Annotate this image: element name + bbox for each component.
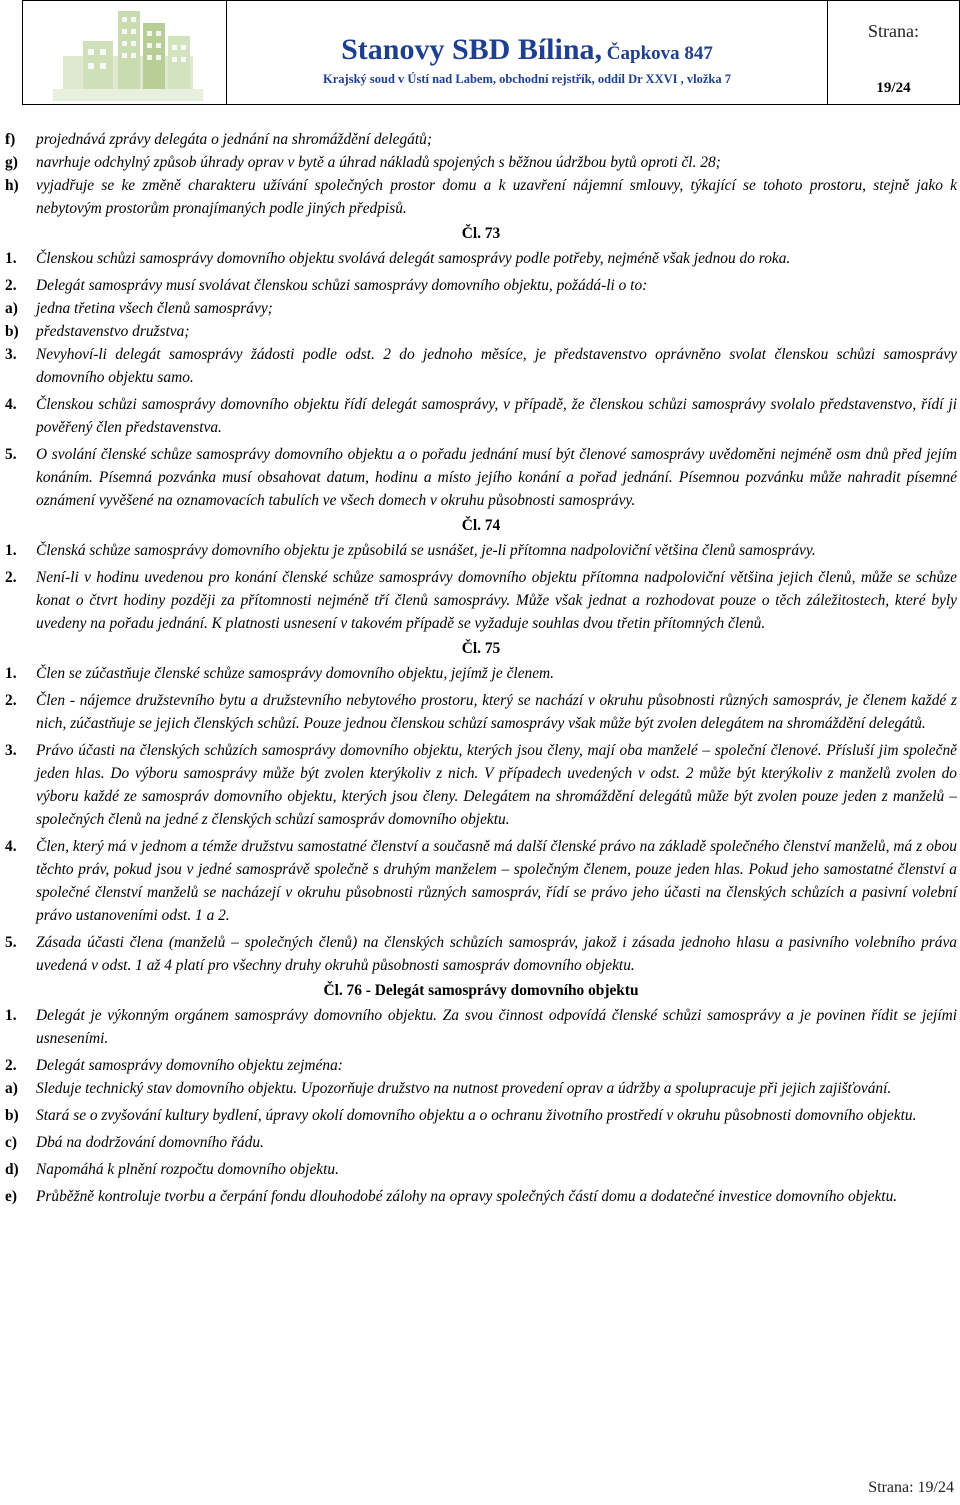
paragraph-number: 2. <box>5 692 17 709</box>
paragraph-number: 4. <box>5 838 17 855</box>
page-header <box>22 0 960 105</box>
list-item <box>5 297 957 320</box>
paragraph <box>5 1054 957 1077</box>
item-marker: a) <box>5 300 18 317</box>
paragraph-text: Členskou schůzi samosprávy domovního objektu svolává delegát samosprávy podle potřeby, nejméně však jednou do roka. <box>36 250 791 267</box>
paragraph-number: 1. <box>5 542 17 559</box>
item-text: projednává zprávy delegáta o jednání na shromáždění delegátů; <box>36 131 432 148</box>
registry-info: Krajský soud v Ústí nad Labem, obchodní rejstřík, oddíl Dr XXVI , vložka 7 <box>323 72 731 86</box>
paragraph-number: 5. <box>5 934 17 951</box>
paragraph <box>5 739 957 831</box>
paragraph-number: 3. <box>5 346 17 363</box>
paragraph-text: Zásada účasti člena (manželů – společných členů) na členských schůzích samospráv, jakož i zásada jednoho hlasu a pasivního volebního práva uvedená v odst. 1 až 4 platí pro všechny druhy okruhů působnosti samospráv domovního objektu. <box>36 934 957 974</box>
item-marker: b) <box>5 323 19 340</box>
paragraph-number: 1. <box>5 1007 17 1024</box>
paragraph <box>5 931 957 977</box>
paragraph <box>5 274 957 297</box>
paragraph-text: Člen, který má v jednom a témže družstvu samostatné členství a současně má další členské právo na základě společného členství manželů, má z obou těchto práv, pokud jsou v jedné samosprávě společně s druhým manželem – společným členem, pouze jeden hlas. Pokud jeho samostatné členství a společné členství manželů se nacházejí v okruhu působnosti různých samospráv, řídí se právo jeho účasti na členských schůzích a pasivní volební právo ustanoveními odst. 1 a 2. <box>36 838 957 924</box>
org-title <box>227 33 827 67</box>
item-text: Sleduje technický stav domovního objektu. Upozorňuje družstvo na nutnost provedení oprav a údržby a spolupracuje při jejich zajišťování. <box>36 1080 892 1097</box>
list-item <box>5 1131 957 1154</box>
paragraph-text: Člen se zúčastňuje členské schůze samosprávy domovního objektu, jejímž je členem. <box>36 665 555 682</box>
logo <box>23 1 227 104</box>
paragraph-text: Členská schůze samosprávy domovního objektu je způsobilá se usnášet, je-li přítomna nadpoloviční většina členů samosprávy. <box>36 542 816 559</box>
header-title-block <box>227 1 828 104</box>
page-number: 19/24 <box>876 80 911 96</box>
paragraph <box>5 247 957 270</box>
paragraph-text: Nevyhoví-li delegát samosprávy žádosti podle odst. 2 do jednoho měsíce, je představenstvo oprávněno svolat členskou schůzi samosprávy domovního objektu samo. <box>36 346 957 386</box>
paragraph-number: 2. <box>5 569 17 586</box>
paragraph-number: 1. <box>5 250 17 267</box>
item-marker: e) <box>5 1188 17 1205</box>
paragraph-number: 4. <box>5 396 17 413</box>
item-marker: d) <box>5 1161 19 1178</box>
paragraph-number: 2. <box>5 1057 17 1074</box>
list-item <box>5 174 957 220</box>
item-text: navrhuje odchylný způsob úhrady oprav v bytě a úhrad nákladů spojených s běžnou údržbou bytů oproti čl. 28; <box>36 154 721 171</box>
list-item <box>5 1185 957 1208</box>
paragraph-number: 1. <box>5 665 17 682</box>
article-heading: Čl. 76 - Delegát samosprávy domovního objektu <box>323 982 639 999</box>
paragraph <box>5 343 957 389</box>
paragraph-number: 3. <box>5 742 17 759</box>
paragraph-number: 2. <box>5 277 17 294</box>
page-label: Strana: <box>868 21 919 41</box>
article-heading: Čl. 73 <box>461 225 501 242</box>
paragraph-text: Členskou schůzi samosprávy domovního objektu řídí delegát samosprávy, v případě, že členskou schůzi samosprávy svolalo představenstvo, řídí ji pověřený člen představenstva. <box>36 396 957 436</box>
paragraph <box>5 662 957 685</box>
item-marker: c) <box>5 1134 17 1151</box>
page-footer <box>868 1479 954 1497</box>
item-text: Průběžně kontroluje tvorbu a čerpání fondu dlouhodobé zálohy na opravy společných částí domu a dodatečné investice domovního objektu. <box>36 1188 898 1205</box>
item-marker: f) <box>5 131 16 148</box>
item-marker: a) <box>5 1080 18 1097</box>
article-heading: Čl. 75 <box>461 640 501 657</box>
list-item <box>5 1077 957 1100</box>
page-indicator <box>828 1 959 104</box>
paragraph-text: Delegát je výkonným orgánem samosprávy domovního objektu. Za svou činnost odpovídá členské schůzi samosprávy a je povinen řídit se jejími usneseními. <box>36 1007 957 1047</box>
article-heading: Čl. 74 <box>461 517 501 534</box>
paragraph-number: 5. <box>5 446 17 463</box>
paragraph <box>5 443 957 512</box>
item-text: jedna třetina všech členů samosprávy; <box>36 300 273 317</box>
paragraph <box>5 566 957 635</box>
paragraph-text: Delegát samosprávy domovního objektu zejména: <box>36 1057 343 1074</box>
item-marker: h) <box>5 177 19 194</box>
list-item <box>5 320 957 343</box>
footer-page-label: Strana: <box>868 1479 914 1496</box>
list-item <box>5 128 957 151</box>
list-item <box>5 151 957 174</box>
item-text: Napomáhá k plnění rozpočtu domovního objektu. <box>36 1161 339 1178</box>
org-name: Stanovy SBD Bílina, <box>341 33 603 66</box>
item-text: představenstvo družstva; <box>36 323 190 340</box>
org-address: Čapkova 847 <box>602 43 713 64</box>
document-body <box>5 128 957 1208</box>
list-item <box>5 1104 957 1127</box>
paragraph-text: Delegát samosprávy musí svolávat členskou schůzi samosprávy domovního objektu, požádá-li o to: <box>36 277 648 294</box>
building-logo-icon <box>23 1 226 104</box>
paragraph <box>5 1004 957 1050</box>
item-text: vyjadřuje se ke změně charakteru užívání společných prostor domu a k uzavření nájemní smlouvy, týkající se tohoto prostoru, stejně jako k nebytovým prostorům pronajímaných podle jiných předpisů. <box>36 177 957 217</box>
paragraph <box>5 835 957 927</box>
paragraph <box>5 689 957 735</box>
paragraph <box>5 393 957 439</box>
item-marker: b) <box>5 1107 19 1124</box>
footer-page-number: 19/24 <box>917 1479 954 1496</box>
paragraph <box>5 539 957 562</box>
item-marker: g) <box>5 154 18 171</box>
paragraph-text: Právo účasti na členských schůzích samosprávy domovního objektu, kterých jsou členy, mají oba manželé – společní členové. Přísluší jim společně jeden hlas. Do výboru samosprávy může být zvolen kterýkoliv z nich. V případech uvedených v odst. 2 může být kterýkoliv z manželů zvolen do výboru každé ze samospráv domovního objektu, kterých jsou členy. Delegátem na shromáždění delegátů může být zvolen pouze jeden z manželů – společných členů na jedné z členských schůzí samospráv domovního objektu. <box>36 742 957 828</box>
paragraph-text: Není-li v hodinu uvedenou pro konání členské schůze samosprávy domovního objektu přítomna nadpoloviční většina jejich členů, může se schůze konat o čtvrt hodiny později za přítomnosti nejméně tří členů samosprávy. Může však jednat a rozhodovat pouze o těch záležitostech, které byly uvedeny na pořadu jednání. K platnosti usnesení v takovém případě se vyžaduje souhlas dvou třetin přítomných členů. <box>36 569 957 632</box>
item-text: Stará se o zvyšování kultury bydlení, úpravy okolí domovního objektu a o ochranu životního prostředí v okruhu působnosti domovního objektu. <box>36 1107 917 1124</box>
item-text: Dbá na dodržování domovního řádu. <box>36 1134 264 1151</box>
paragraph-text: O svolání členské schůze samosprávy domovního objektu a o pořadu jednání musí být členové samosprávy uvědoměni nejméně osm dnů před jejím konáním. Písemná pozvánka musí obsahovat datum, hodinu a místo jejího konání a pořad jednání. Písemnou pozvánku může nahradit písemné oznámení vyvěšené na oznamovacích tabulích ve všech domech v okruhu působnosti samosprávy. <box>36 446 957 509</box>
list-item <box>5 1158 957 1181</box>
paragraph-text: Člen - nájemce družstevního bytu a družstevního nebytového prostoru, který se nachází v okruhu působnosti různých samospráv, je členem každé z nich, zúčastňuje se jejich členských schůzí. Pouze jednou členskou schůzí samosprávy však může být zvolen delegátem na shromáždění delegátů. <box>36 692 957 732</box>
